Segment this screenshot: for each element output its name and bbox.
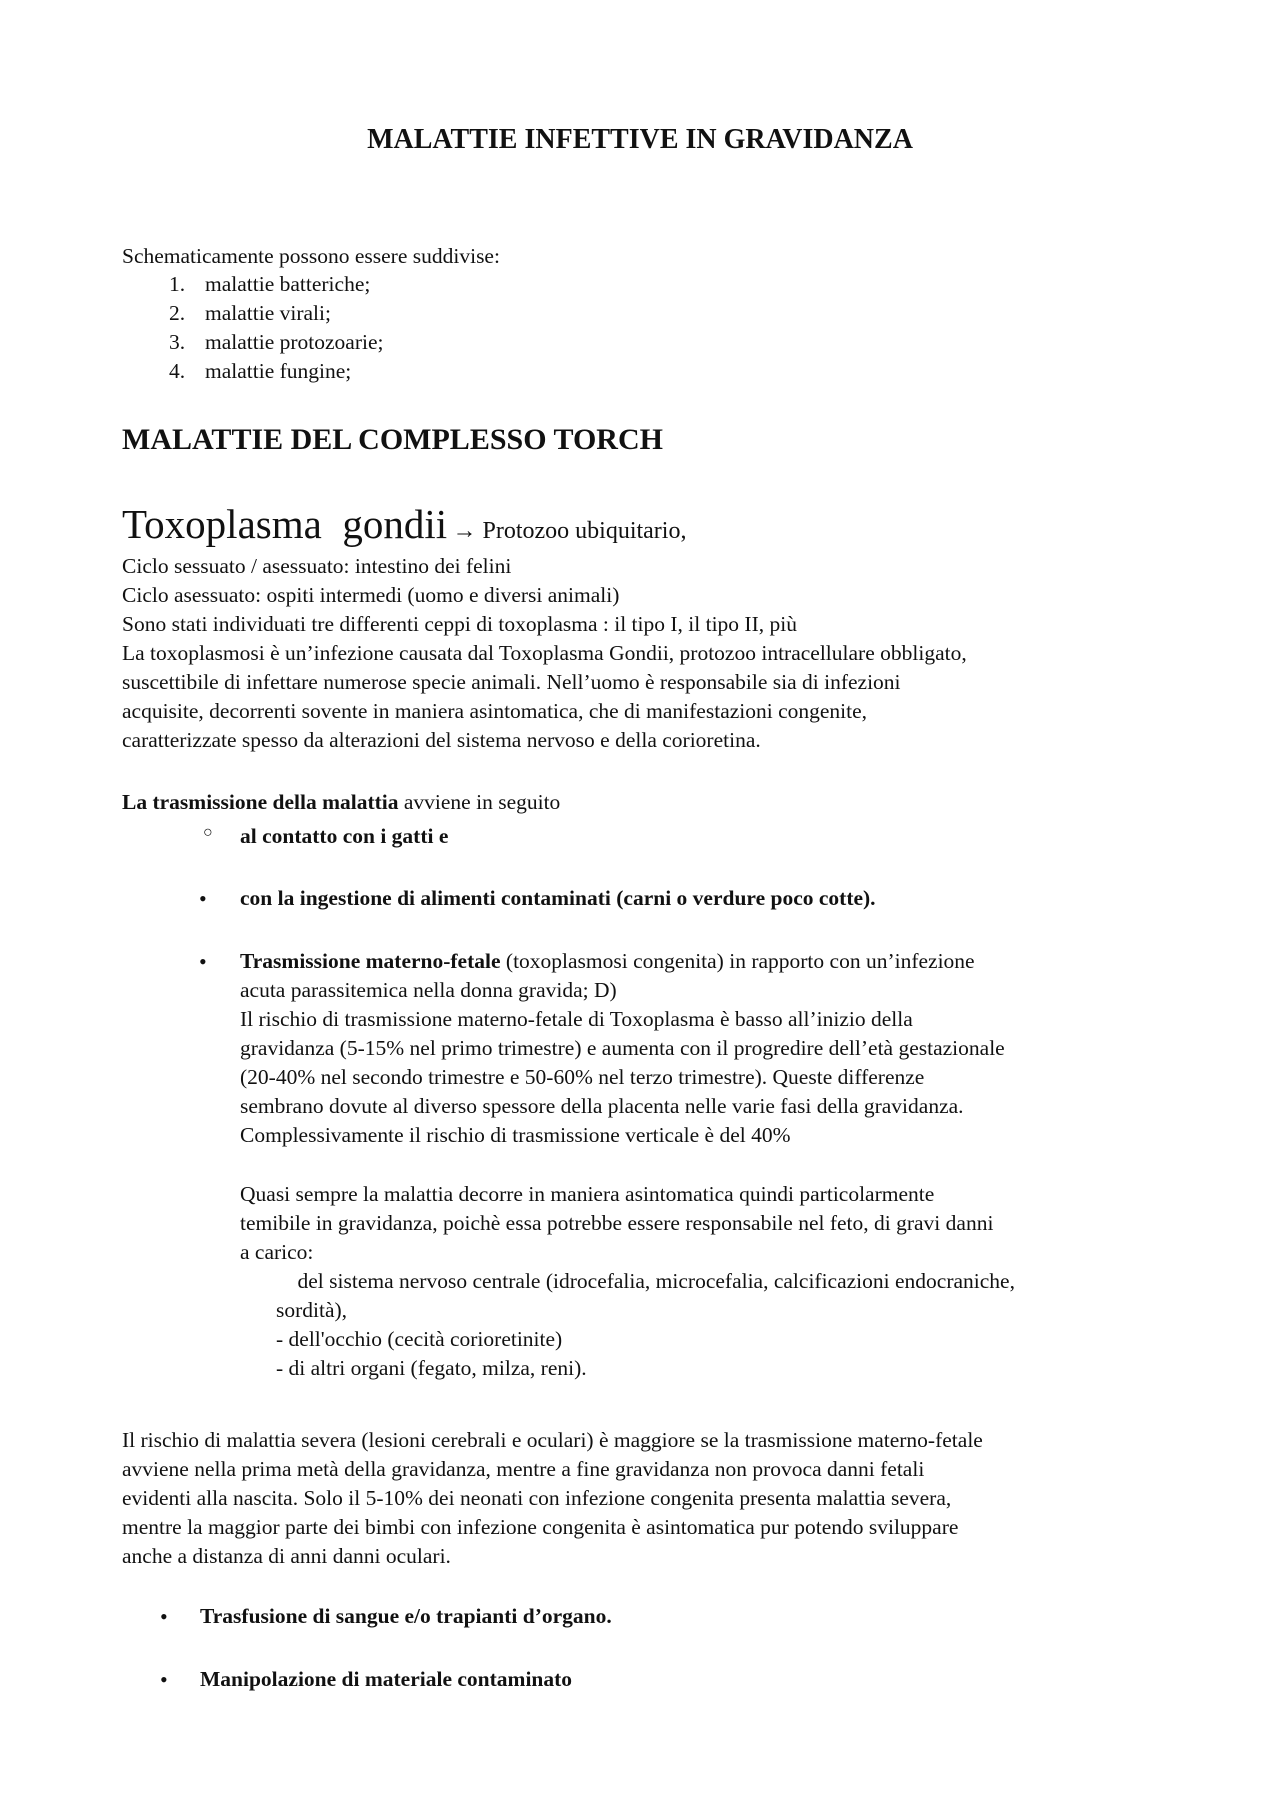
text-line: acuta parassitemica nella donna gravida; D) (240, 978, 617, 1002)
text-line: suscettibile di infettare numerose specie animali. Nell’uomo è responsabile sia di infezioni (122, 670, 901, 694)
text-line: acquisite, decorrenti sovente in maniera asintomatica, che di manifestazioni congenite, (122, 699, 868, 723)
list-text: malattie fungine; (205, 359, 352, 383)
text-line: Ciclo sessuato / asessuato: intestino dei felini (122, 554, 512, 578)
bullet-icon: • (199, 949, 207, 974)
damage-list (276, 1267, 1015, 1383)
text-line: Quasi sempre la malattia decorre in maniera asintomatica quindi particolarmente (240, 1182, 935, 1206)
intro-text: Schematicamente possono essere suddivise: (122, 244, 500, 268)
text-line: La toxoplasmosi è un’infezione causata dal Toxoplasma Gondii, protozoo intracellulare obbligato, (122, 641, 967, 665)
bullet-icon: • (199, 886, 207, 911)
text-line: Ciclo asessuato: ospiti intermedi (uomo e diversi animali) (122, 583, 620, 607)
toxoplasma-heading (122, 500, 686, 548)
list-number: 4. (169, 359, 186, 383)
route-item-transfusion: Trasfusione di sangue e/o trapianti d’organo. (200, 1604, 612, 1628)
list-item (122, 328, 822, 357)
text-line: Il rischio di trasmissione materno-fetale di Toxoplasma è basso all’inizio della (240, 1007, 913, 1031)
list-text: malattie virali; (205, 301, 331, 325)
text-line: a carico: (240, 1240, 314, 1264)
organism-description: → Protozoo ubiquitario, (452, 518, 687, 544)
list-text: malattie protozoarie; (205, 330, 384, 354)
text-line: Il rischio di malattia severa (lesioni cerebrali e oculari) è maggiore se la trasmissione materno-fetale (122, 1428, 983, 1452)
text-line: Sono stati individuati tre differenti ceppi di toxoplasma : il tipo I, il tipo II, più (122, 612, 797, 636)
transmission-lead-rest: avviene in seguito (398, 790, 561, 814)
text-line: mentre la maggior parte dei bimbi con infezione congenita è asintomatica pur potendo sviluppare (122, 1515, 959, 1539)
text-line: - di altri organi (fegato, milza, reni). (276, 1356, 587, 1380)
text-line: evidenti alla nascita. Solo il 5-10% dei neonati con infezione congenita presenta malattia severa, (122, 1486, 952, 1510)
text-line (240, 947, 1005, 976)
text-line: del sistema nervoso centrale (idrocefalia, microcefalia, calcificazioni endocraniche, (276, 1269, 1015, 1293)
text-line: caratterizzate spesso da alterazioni del sistema nervoso e della corioretina. (122, 728, 761, 752)
list-text: malattie batteriche; (205, 272, 371, 296)
bullet-icon: • (160, 1667, 168, 1692)
text-line: gravidanza (5-15% nel primo trimestre) e aumenta con il progredire dell’età gestazionale (240, 1036, 1005, 1060)
text-line: sordità), (276, 1298, 348, 1322)
bullet-icon: • (160, 1604, 168, 1629)
list-item (122, 357, 822, 386)
text-line: (20-40% nel secondo trimestre e 50-60% nel terzo trimestre). Queste differenze (240, 1065, 925, 1089)
risk-paragraph (122, 1426, 983, 1571)
list-item (122, 270, 822, 299)
text-line: anche a distanza di anni danni oculari. (122, 1544, 451, 1568)
organism-name: Toxoplasma gondii (122, 501, 448, 547)
text-line: temibile in gravidanza, poichè essa potrebbe essere responsabile nel feto, di gravi danni (240, 1211, 994, 1235)
list-number: 3. (169, 330, 186, 354)
list-number: 2. (169, 301, 186, 325)
asymptomatic-paragraph (240, 1180, 993, 1267)
text-line: Complessivamente il rischio di trasmissione verticale è del 40% (240, 1123, 791, 1147)
text-line: - dell'occhio (cecità corioretinite) (276, 1327, 563, 1351)
transmission-item-cats: al contatto con i gatti e (240, 824, 449, 848)
transmission-item-ingestion: con la ingestione di alimenti contaminati (carni o verdure poco cotte). (240, 886, 876, 910)
category-list (122, 270, 822, 386)
text-line: avviene nella prima metà della gravidanza, mentre a fine gravidanza non provoca danni fetali (122, 1457, 925, 1481)
maternal-fetal-paragraph (240, 947, 1005, 1150)
text-line: sembrano dovute al diverso spessore della placenta nelle varie fasi della gravidanza. (240, 1094, 964, 1118)
list-item (122, 299, 822, 328)
route-item-contaminated-material: Manipolazione di materiale contaminato (200, 1667, 573, 1691)
circle-bullet-icon: ○ (203, 824, 213, 841)
maternal-fetal-rest: (toxoplasmosi congenita) in rapporto con un’infezione (500, 949, 975, 973)
transmission-lead (122, 790, 560, 815)
toxoplasma-description (122, 552, 967, 755)
section-heading: MALATTIE DEL COMPLESSO TORCH (122, 423, 663, 456)
transmission-lead-bold: La trasmissione della malattia (122, 790, 399, 814)
maternal-fetal-bold: Trasmissione materno-fetale (240, 949, 501, 973)
page-title: MALATTIE INFETTIVE IN GRAVIDANZA (367, 124, 913, 155)
list-number: 1. (169, 272, 186, 296)
